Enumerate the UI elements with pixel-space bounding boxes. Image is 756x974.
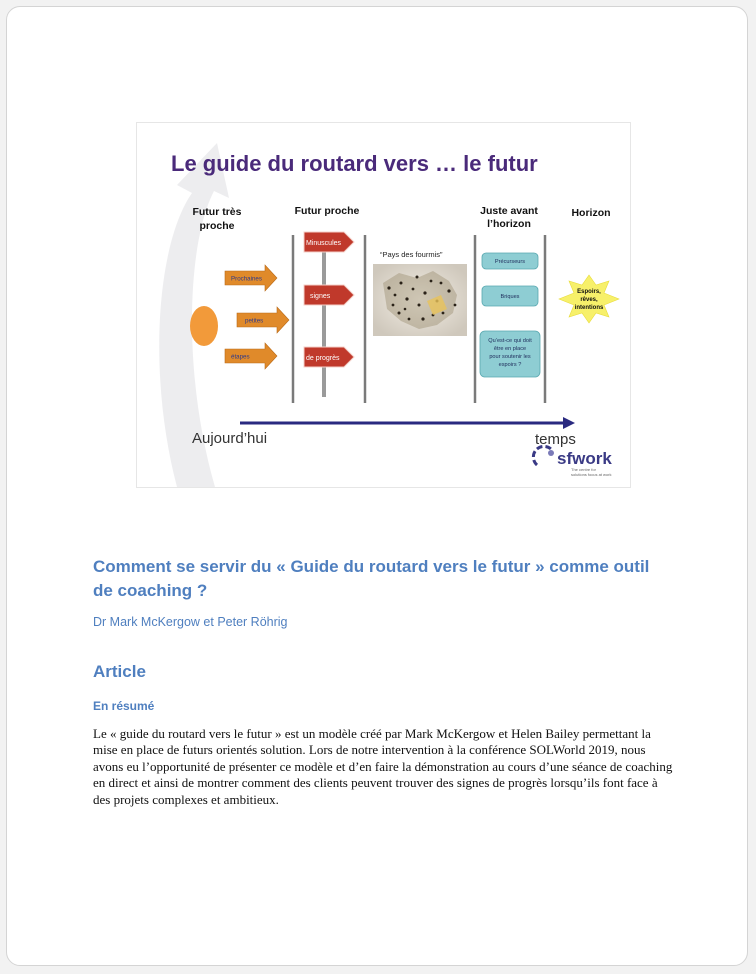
figure-slide bbox=[136, 122, 631, 488]
box-question-line1: Qu’est-ce qui doit bbox=[488, 338, 532, 344]
start-point-oval bbox=[190, 306, 218, 346]
column-horizon: Horizon bbox=[571, 207, 611, 219]
signpost-sign bbox=[304, 285, 354, 305]
signpost-sign bbox=[304, 232, 354, 252]
column-near: Futur proche bbox=[294, 205, 360, 217]
box-bricks-label: Briques bbox=[500, 294, 520, 300]
sfwork-logo-mark bbox=[533, 446, 554, 465]
figure-diagram bbox=[137, 123, 630, 487]
horizon-star-line3: intentions bbox=[574, 305, 604, 311]
horizon-star-line2: rêves, bbox=[580, 297, 598, 303]
signpost-sign-label: signes bbox=[310, 293, 331, 300]
box-precursors bbox=[482, 253, 538, 269]
step-arrow-label: petites bbox=[245, 317, 264, 325]
subsection-heading: En résumé bbox=[93, 699, 155, 713]
step-arrow bbox=[225, 343, 277, 369]
step-arrows bbox=[225, 265, 289, 369]
box-precursors-label: Précurseurs bbox=[494, 259, 526, 265]
box-bricks bbox=[482, 286, 538, 306]
time-axis-arrow bbox=[240, 417, 575, 429]
ants-caption: “Pays des fourmis” bbox=[380, 250, 443, 259]
signpost-sign bbox=[304, 347, 354, 367]
sfwork-logo-tagline2: solutions focus at work bbox=[571, 472, 612, 477]
step-arrow-label: Prochaines bbox=[231, 275, 262, 283]
column-before-horizon-line2: l’horizon bbox=[487, 218, 531, 230]
document-page bbox=[6, 6, 748, 966]
signpost bbox=[304, 232, 354, 397]
column-before-horizon-line1: Juste avant bbox=[480, 205, 538, 217]
column-very-near-line1: Futur très bbox=[192, 206, 242, 218]
horizon-star-line1: Espoirs, bbox=[577, 289, 601, 295]
box-question-line2: être en place bbox=[493, 346, 527, 352]
box-question-line4: espoirs ? bbox=[498, 362, 522, 368]
signpost-sign-label: de progrès bbox=[306, 355, 340, 362]
section-heading: Article bbox=[93, 662, 146, 681]
step-arrow bbox=[225, 265, 277, 291]
step-arrow-label: étapes bbox=[231, 353, 250, 361]
horizon-star bbox=[559, 275, 619, 323]
sfwork-logo bbox=[533, 446, 612, 477]
column-very-near-line2: proche bbox=[199, 220, 235, 232]
article-heading: Comment se servir du « Guide du routard vers le futur » comme outil de coaching ? bbox=[93, 557, 650, 600]
box-question-line3: pour soutenir les bbox=[489, 354, 531, 360]
axis-end-label: temps bbox=[535, 431, 576, 448]
signpost-sign-label: Minuscules bbox=[306, 240, 342, 247]
article-authors: Dr Mark McKergow et Peter Röhrig bbox=[93, 615, 288, 629]
sfwork-logo-tagline1: The centre for bbox=[571, 467, 596, 472]
step-arrow bbox=[237, 307, 289, 333]
axis-start-label: Aujourd’hui bbox=[192, 430, 268, 447]
ants-photo bbox=[373, 264, 467, 336]
box-question bbox=[480, 331, 540, 377]
sfwork-logo-name: sfwork bbox=[557, 449, 612, 468]
figure-title: Le guide du routard vers … le futur bbox=[171, 151, 538, 176]
summary-paragraph: Le « guide du routard vers le futur » est un modèle créé par Mark McKergow et Helen Bailey permettant la mise en place de futurs orientés solution. Lors de notre intervention à la conférence SOLWorld 2019, nous avons eu l’opportunité de présenter ce modèle et d’en faire la démonstration au cours d’une séance de coaching en direct et ainsi de montrer comment des clients peuvent trouver des signes de progrès lorsqu’ils font face à des projets complexes et ambitieux. bbox=[93, 726, 673, 807]
